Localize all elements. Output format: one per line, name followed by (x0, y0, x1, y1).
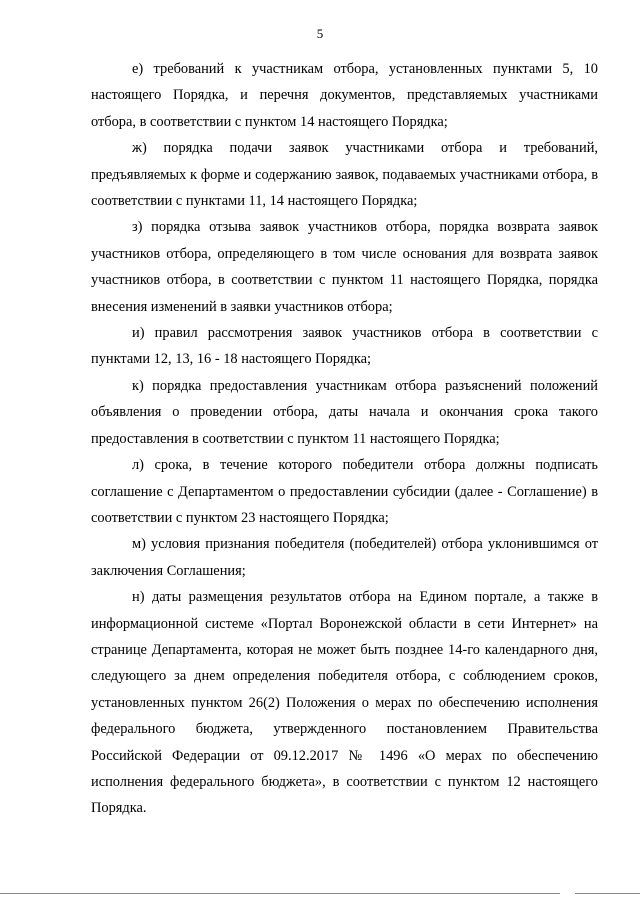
paragraph-k: к) порядка предоставления участникам отбора разъяснений положений объявления о проведении отбора, даты начала и окончания срока такого предоставления в соответствии с пунктом 11 настоящего Порядка; (91, 377, 598, 447)
page-bottom-rule-right (575, 893, 640, 894)
paragraph-i: и) правил рассмотрения заявок участников отбора в соответствии с пунктами 12, 13, 16 - 18 настоящего Порядка; (91, 325, 598, 368)
paragraph-e: е) требований к участникам отбора, установленных пунктами 5, 10 настоящего Порядка, и перечня документов, представляемых участниками отбора, в соответствии с пунктом 14 настоящего Порядка; (91, 61, 598, 130)
paragraph-m: м) условия признания победителя (победителей) отбора уклонившимся от заключения Соглашения; (91, 536, 598, 579)
paragraph-z: з) порядка отзыва заявок участников отбора, порядка возврата заявок участников отбора, определяющего в том числе основания для возврата заявок участников отбора, в соответствии с пунктом 11 настоящего Порядка, порядка внесения изменений в заявки участников отбора; (91, 219, 598, 315)
paragraph-l: л) срока, в течение которого победители отбора должны подписать соглашение с Департаментом о предоставлении субсидии (далее - Соглашение) в соответствии с пунктом 23 настоящего Порядка; (91, 457, 598, 526)
document-body (91, 56, 598, 822)
page-bottom-rule (0, 893, 560, 894)
page-number: 5 (316, 26, 324, 41)
paragraph-n: н) даты размещения результатов отбора на Едином портале, а также в информационной системе «Портал Воронежской области в сети Интернет» на странице Департамента, которая не может быть позднее 14-го календарного дня, следующего за днем определения победителя отбора, с соблюдением сроков, установленных пунктом 26(2) Положения о мерах по обеспечению исполнения федерального бюджета, утвержденного постановлением Правительства Российской Федерации от 09.12.2017 № 1496 «О мерах по обеспечению исполнения федерального бюджета», в соответствии с пунктом 12 настоящего Порядка. (91, 589, 598, 817)
paragraph-zh: ж) порядка подачи заявок участниками отбора и требований, предъявляемых к форме и содержанию заявок, подаваемых участниками отбора, в соответствии с пунктами 11, 14 настоящего Порядка; (91, 140, 598, 210)
